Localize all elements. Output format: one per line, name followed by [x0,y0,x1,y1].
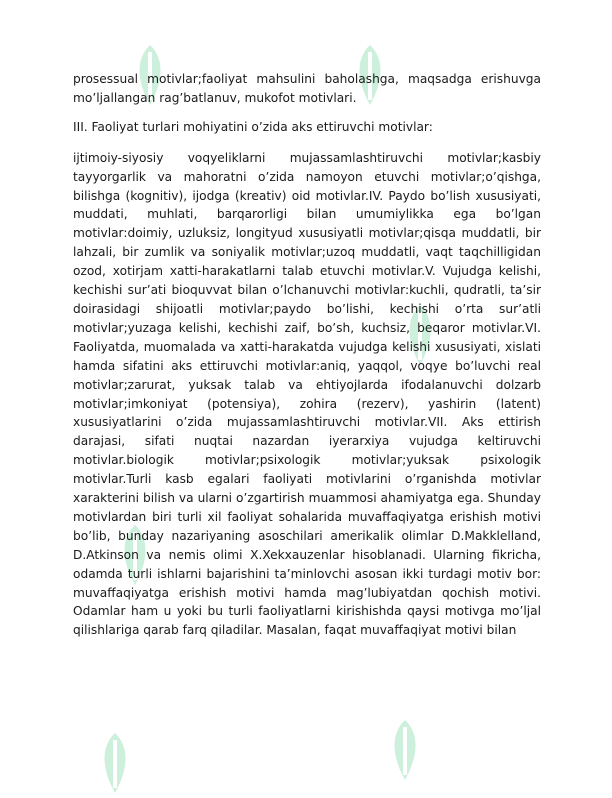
section-heading: III. Faoliyat turlari mohiyatini o’zida aks ettiruvchi motivlar: [73,119,433,134]
leaf-logo-icon [385,715,425,785]
leaf-logo-icon [95,728,135,798]
document-body [73,70,541,640]
paragraph-intro: prosessual motivlar;faoliyat mahsulini baholashga, maqsadga erishuvga mo’ljallangan rag’batlanuv, mukofot motivlari. [73,72,541,105]
paragraph-main: ijtimoiy-siyosiy voqyeliklarni mujassamlashtiruvchi motivlar;kasbiy tayyorgarlik va mahoratni o’zida namoyon etuvchi motivlar;o’qishga, bilishga (kognitiv), ijodga (kreativ) oid motivlar.IV. Paydo bo’lish xususiyati, muddati, muhlati, barqarorligi bilan umumiylikka ega bo’lgan motivlar:doimiy, uzluksiz, longityud xususiyatli motivlar;qisqa muddatli, bir lahzali, bir zumlik va soniyalik motivlar;uzoq muddatli, vaqt taqchilligidan ozod, xotirjam xatti-harakatlarni talab etuvchi motivlar.V. Vujudga kelishi, kechishi sur’ati bioquvvat bilan o’lchanuvchi motivlar:kuchli, qudratli, ta’sir doirasidagi shijoatli motivlar;paydo bo’lishi, kechishi o’rta sur’atli motivlar;yuzaga kelishi, kechishi zaif, bo’sh, kuchsiz, beqaror motivlar.VI. Faoliyatda, muomalada va xatti-harakatda vujudga kelishi xususiyati, xislati hamda sifatini aks ettiruvchi motivlar:aniq, yaqqol, voqye bo’luvchi real motivlar;zarurat, yuksak talab va ehtiyojlarda ifodalanuvchi dolzarb motivlar;imkoniyat (potensiya), zohira (rezerv), yashirin (latent) xususiyatlarini o’zida mujassamlashtiruvchi motivlar.VII. Aks ettirish darajasi, sifati nuqtai nazardan iyerarxiya vujudga keltiruvchi motivlar.biologik motivlar;psixologik motivlar;yuksak psixologik motivlar.Turli kasb egalari faoliyati motivlarini o’rganishda motivlar xarakterini bilish va ularni o’zgartirish muammosi ahamiyatga ega. Shunday motivlardan biri turli xil faoliyat sohalarida muvaffaqiyatga erishish motivi bo’lib, bunday nazariyaning asoschilari amerikalik olimlar D.Makklelland, D.Atkinson va nemis olimi X.Xekxauzenlar hisoblanadi. Ularning fikricha, odamda turli ishlarni bajarishini ta’minlovchi asosan ikki turdagi motiv bor: muvaffaqiyatga erishish motivi hamda mag’lubiyatdan qochish motivi. Odamlar ham u yoki bu turli faoliyatlarni kirishishda qaysi motivga mo’ljal qilishlariga qarab farq qiladilar. Masalan, faqat muvaffaqiyat motivi bilan [73,150,541,638]
